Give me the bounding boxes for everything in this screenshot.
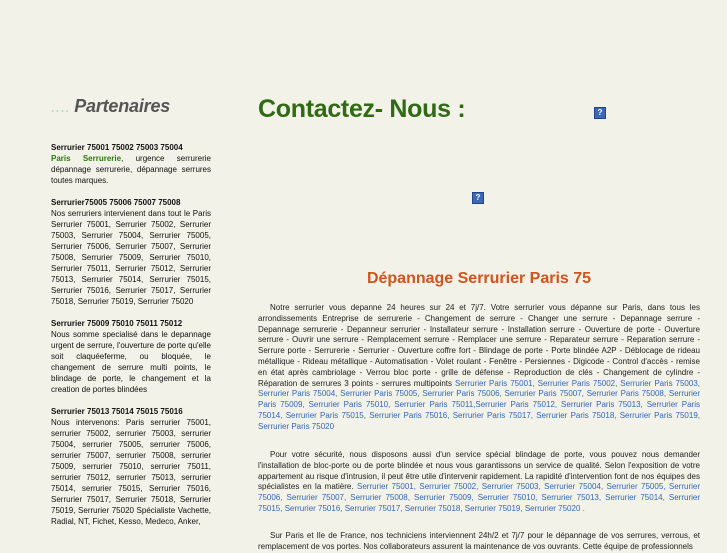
service-text: Sur Paris et Ile de France, nos techniciens interviennent 24h/2 et 7j/7 pour le dépannage de vos serrures, verrous, et remplacement de vos portes. Nos collaborateurs assurent la maintenance de vos ouvrants. Cette équipe de professionnels xyxy=(258,531,700,551)
security-paragraph xyxy=(258,450,700,515)
partners-heading-text: Partenaires xyxy=(74,96,171,116)
help-icon[interactable]: ? xyxy=(594,107,606,119)
partner-block-title: Serrurier 75001 75002 75003 75004 xyxy=(51,143,183,152)
partner-block-desc: Nous intervenons: Paris serrurier 75001, serrurier 75002, serrurier 75003, serrurier 75004, serrurier 75005, serrurier 75006, serrurier 75007, serrurier 75008, serrurier 75009, serrurier 75010, serrurier 75011, serrurier 75012, serrurier 75013, serrurier 75014, serrurier 75015, Serrurier 75016, Serrurier 75017, Serrurier 75018, Serrurier 75019, Serrurier 75020 Spécialiste Vachette, Radial, NT, Fichet, Kesso, Medeco, Anker, xyxy=(51,418,211,526)
heading-dots: .... xyxy=(51,96,71,116)
security-text: Pour votre sécurité, nous disposons aussi d'un service spécial blindage de porte, vous pouvez nous demander l'installation de bloc-porte ou de porte blindée et nous vous garantissons un service de qualité. Selon l'exposition de votre appartement au risque d'intrusion, il peut être utile d'intervenir rapidement. La rapidité d'intervention font de nos équipes des spécialistes en la matière. xyxy=(258,450,700,492)
partner-block-1 xyxy=(51,142,211,186)
partner-block-text xyxy=(51,153,211,186)
partner-block-title: Serrurier 75013 75014 75015 75016 xyxy=(51,407,183,416)
partner-block-title: Serrurier75005 75006 75007 75008 xyxy=(51,198,181,207)
main-content xyxy=(258,92,700,126)
partners-sidebar xyxy=(51,92,211,538)
partner-block-3 xyxy=(51,318,211,395)
partner-block-2 xyxy=(51,197,211,307)
intro-paragraph xyxy=(258,303,700,433)
area-links[interactable]: Serrurier Paris 75001, Serrurier Paris 75002, Serrurier Paris 75003, Serrurier Paris 75004, Serrurier Paris 75005, Serrurier Paris 75006, Serrurier Paris 75007, Serrurier Paris 75008, Serrurier Paris 75009, Serrurier Paris 75010, Serrurier Paris 75011,Serrurier Paris 75012, Serrurier Paris 75013, Serrurier Paris 75014, Serrurier Paris 75015, Serrurier Paris 75016, Serrurier Paris 75017, Serrurier Paris 75018, Serrurier Paris 75019, Serrurier Paris 75020 xyxy=(258,378,700,431)
partner-block-4 xyxy=(51,406,211,527)
help-icon[interactable]: ? xyxy=(472,192,484,204)
section-subtitle: Dépannage Serrurier Paris 75 xyxy=(366,270,592,287)
partner-block-title: Serrurier 75009 75010 75011 75012 xyxy=(51,319,183,328)
service-paragraph xyxy=(258,531,700,553)
partners-heading xyxy=(51,92,211,120)
area-links[interactable]: Serrurier 75001, Serrurier 75002, Serrurier 75003, Serrurier 75004, Serrurier 75005, Serrurier 75006, Serrurier 75007, Serrurier 75008, Serrurier 75009, Serrurier 75010, Serrurier 75013, Serrurier 75014, Serrurier 75015, Serrurier 75016, Serrurier 75017, Serrurier 75018, Serrurier 75019, Serrurier 75020 . xyxy=(258,482,700,513)
page-title: Contactez- Nous : xyxy=(258,95,466,123)
partner-block-desc: Nos serruriers intervienent dans tout le Paris Serrurier 75001, Serrurier 75002, Serrurier 75003, Serrurier 75004, Serrurier 75005, Serrurier 75006, Serrurier 75007, Serrurier 75008, Serrurier 75009, Serrurier 75010, Serrurier 75011, Serrurier 75012, Serrurier 75013, Serrurier 75014, Serrurier 75015, Serrurier 75016, Serrurier 75017, Serrurier 75018, Serrurier 75019, Serrurier 75020 xyxy=(51,209,211,306)
partner-block-desc: , urgence serrurerie dépannage serrurerie, dépannage serrures toutes marques. xyxy=(51,154,211,185)
paris-serrurerie-link[interactable]: Paris Serrurerie xyxy=(51,154,122,163)
partner-block-desc: Nous somme specialisé dans le depannage urgent de serrure, l'ouverture de porte qu'elle soit claquéeferme, ou bloquée, le changement de serrure multi points, le blindage de porte, le changement et la creation de portes blindées xyxy=(51,330,211,394)
intro-text: Notre serrurier vous depanne 24 heures sur 24 et 7j/7. Votre serrurier vous dépanne sur Paris, dans tous les arrondissements Entreprise de serrurerie - Changement de serrure - Changer une serrure - Depannage serrure - Depannage serrurerie - Depanneur serrurier - Installateur serrure - Installation serrure - Ouverture de porte - Ouverture serrure - Ouvrir une serrure - Remplacement serrure - Remplacer une serrure - Reparateur serrure - Reparation serrure - Serrure porte - Serrurerie - Serrurier - Ouverture coffre fort - Blindage de porte - Porte blindée A2P - Déblocage de rideau métallique - Rideau métallique - Automatisation - Volet roulant - Fenêtre - Persiennes - Digicode - Control d'accès - remise en état après cambriolage - Verrou bloc porte - grille de défense - Reproduction de clés - Changement de cylindre - Réparation de serrures 3 points - serrures multipoints xyxy=(258,303,700,388)
